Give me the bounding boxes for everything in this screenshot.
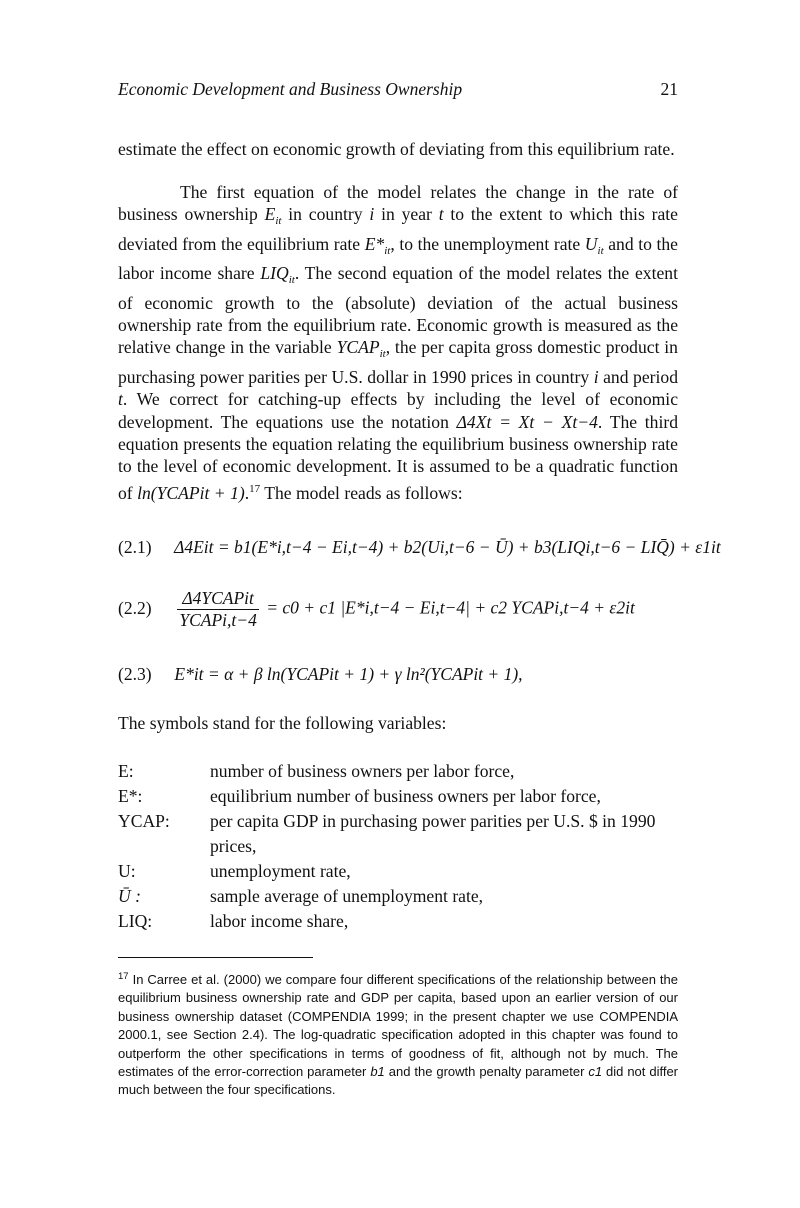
variable-symbol: E*: — [118, 786, 143, 806]
equation-2-1 — [118, 537, 721, 558]
variable-row — [118, 784, 678, 809]
fraction-numerator: Δ4YCAPit — [177, 588, 258, 610]
footnote-17: $^{17}$ In Carree et al. (2000) we compare four different specifications of the relationship between the equilibrium business ownership rate and GDP per capita, based upon an earlier version of our business ownership dataset (COMPENDIA 1999; in the present chapter we use COMPENDIA 2000.1, see Section 2.4). The log-quadratic specification adopted in this chapter was found to outperform the other specifications in terms of goodness of fit, although not by much. The estimates of the error-correction parameter b1 and the growth penalty parameter c1 did not differ much between the four specifications. — [118, 971, 679, 1098]
running-title: Economic Development and Business Ownership — [118, 79, 463, 99]
variable-definition: per capita GDP in purchasing power parities per U.S. $ in 1990 prices, — [210, 811, 656, 856]
variable-row — [118, 884, 678, 909]
equation-body: E*it = α + β ln(YCAPit + 1) + γ ln²(YCAPit + 1), — [174, 664, 523, 684]
equation-fraction — [177, 588, 258, 631]
notation-expression: Δ4Xt = Xt − Xt−4 — [456, 411, 598, 432]
variable-definition: sample average of unemployment rate, — [210, 886, 484, 906]
page-number: 21 — [660, 79, 678, 99]
footnote-number: 17 — [118, 971, 129, 982]
paragraph-1: estimate the effect on economic growth of deviating from this equilibrium rate. — [118, 139, 675, 159]
variable-symbol: U: — [118, 861, 136, 881]
footnote-divider — [118, 957, 313, 958]
variable-row — [118, 759, 678, 784]
variable-row — [118, 809, 678, 859]
variable-definition: unemployment rate, — [210, 861, 351, 881]
footnote-reference[interactable]: 17 — [249, 482, 261, 495]
variable-definition: equilibrium number of business owners per labor force, — [210, 786, 601, 806]
variable-row — [118, 909, 678, 934]
fraction-denominator: YCAPi,t−4 — [179, 610, 257, 630]
variable-definition: labor income share, — [210, 911, 349, 931]
variable-symbol: E: — [118, 761, 134, 781]
equation-label: (2.3) — [118, 664, 152, 684]
variable-symbol: YCAP: — [118, 811, 170, 831]
variable-symbol: Ū : — [118, 886, 141, 906]
equation-2-3 — [118, 664, 523, 685]
equation-rhs: = c0 + c1 |E*i,t−4 − Ei,t−4| + c2 YCAPi,t−4 + ε2it — [266, 597, 635, 618]
symbols-intro: The symbols stand for the following variables: — [118, 713, 447, 733]
equation-label: (2.1) — [118, 537, 152, 557]
equation-body: Δ4Eit = b1(E*i,t−4 − Ei,t−4) + b2(Ui,t−6 − Ū) + b3(LIQi,t−6 − LIQ̄) + ε1it — [174, 537, 721, 557]
variable-row — [118, 859, 678, 884]
equation-label: (2.2) — [118, 597, 152, 618]
variable-symbol: LIQ: — [118, 911, 153, 931]
variable-definition: number of business owners per labor force, — [210, 761, 515, 781]
paragraph-2: The first equation of the model relates the change in the rate of business ownership $E_{it}$ in country i in year t to the extent to which this rate deviated from the equilibrium rate $E*_{it}$, to the unemployment rate $U_{it}$ and to the labor income share $LIQ_{it}$. The second equation of the model relates the extent of economic growth to the (absolute) deviation of the actual business ownership rate from the equilibrium rate. Economic growth is measured as the relative change in the variable $YCAP_{it}$, the per capita gross domestic product in purchasing power parities per U.S. dollar in 1990 prices in country i and period t. We correct for catching-up effects by including the level of economic development. The equations use the notation Δ4Xt = Xt − Xt−4. The third equation presents the equation relating the equilibrium business ownership rate to the level of economic development. It is assumed to be a quadratic function of ln(YCAPit + 1).$^{17}$ The model reads as follows: — [118, 182, 678, 503]
running-head — [118, 79, 678, 103]
variable-list — [118, 759, 678, 934]
equation-2-2 — [118, 588, 635, 631]
